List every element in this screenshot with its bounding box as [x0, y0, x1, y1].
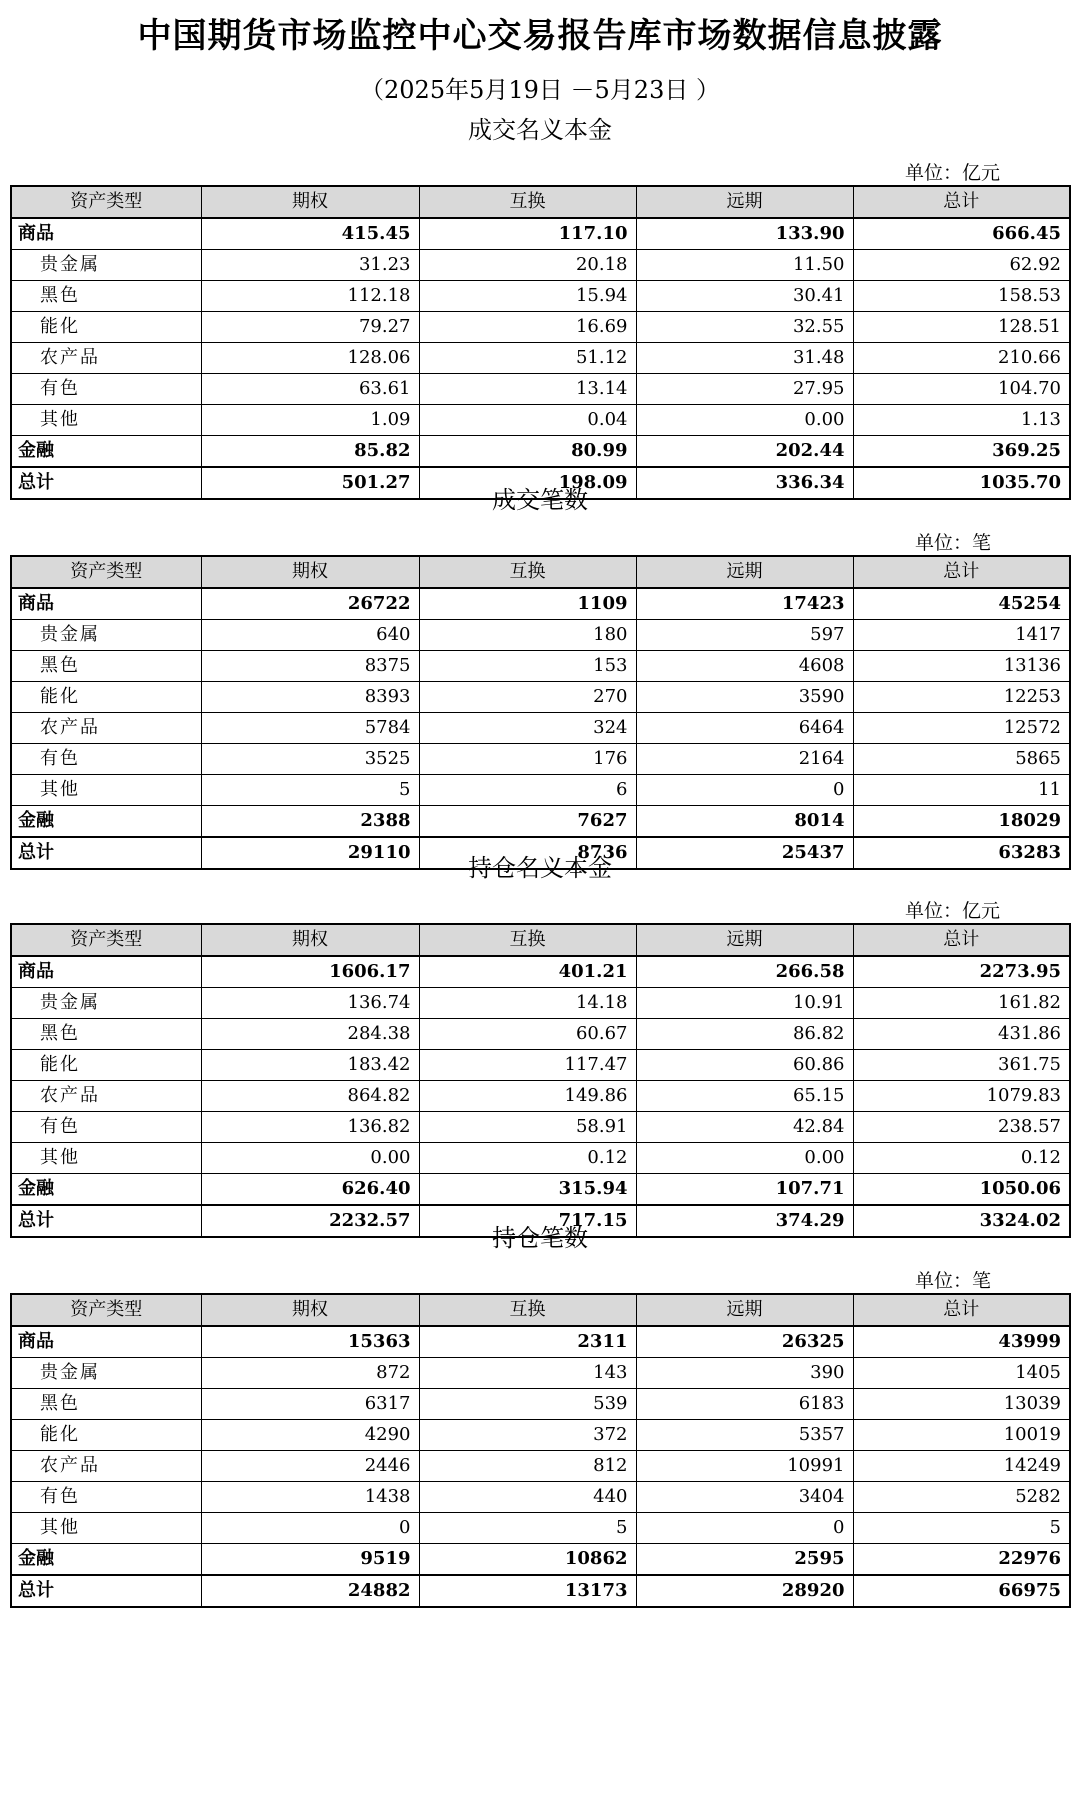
- table-row: [11, 1358, 1070, 1389]
- row-label: 农产品: [11, 343, 201, 374]
- row-label: 黑色: [11, 1019, 201, 1050]
- cell-value: 401.21: [419, 956, 636, 988]
- cell-value: 136.74: [201, 988, 419, 1019]
- cell-value: 238.57: [853, 1112, 1070, 1143]
- table-row: [11, 620, 1070, 651]
- row-label: 黑色: [11, 281, 201, 312]
- cell-value: 597: [636, 620, 853, 651]
- cell-value: 1.09: [201, 405, 419, 436]
- cell-value: 1050.06: [853, 1174, 1070, 1206]
- cell-value: 5: [201, 775, 419, 806]
- column-header: 资产类型: [11, 1294, 201, 1326]
- table-row: [11, 1389, 1070, 1420]
- cell-value: 6464: [636, 713, 853, 744]
- cell-value: 153: [419, 651, 636, 682]
- cell-value: 6317: [201, 1389, 419, 1420]
- cell-value: 8014: [636, 806, 853, 838]
- row-label: 金融: [11, 1174, 201, 1206]
- cell-value: 12572: [853, 713, 1070, 744]
- cell-value: 415.45: [201, 218, 419, 250]
- cell-value: 1438: [201, 1482, 419, 1513]
- column-header: 互换: [419, 1294, 636, 1326]
- cell-value: 149.86: [419, 1081, 636, 1112]
- table-row: [11, 1513, 1070, 1544]
- cell-value: 198.09: [419, 467, 636, 499]
- row-label: 农产品: [11, 1451, 201, 1482]
- section-title: 持仓名义本金: [468, 854, 612, 882]
- cell-value: 133.90: [636, 218, 853, 250]
- table-row: [11, 1174, 1070, 1206]
- header-row: [11, 186, 1070, 218]
- cell-value: 3324.02: [853, 1205, 1070, 1237]
- cell-value: 6183: [636, 1389, 853, 1420]
- cell-value: 143: [419, 1358, 636, 1389]
- cell-value: 128.51: [853, 312, 1070, 343]
- row-label: 其他: [11, 775, 201, 806]
- column-header: 远期: [636, 1294, 853, 1326]
- cell-value: 7627: [419, 806, 636, 838]
- cell-value: 17423: [636, 588, 853, 620]
- cell-value: 266.58: [636, 956, 853, 988]
- cell-value: 13173: [419, 1575, 636, 1607]
- unit-label: 单位：笔: [915, 532, 992, 554]
- cell-value: 10991: [636, 1451, 853, 1482]
- cell-value: 20.18: [419, 250, 636, 281]
- table-row: [11, 1544, 1070, 1576]
- cell-value: 14249: [853, 1451, 1070, 1482]
- row-label: 其他: [11, 405, 201, 436]
- cell-value: 10.91: [636, 988, 853, 1019]
- date-range: （2025年5月19日 －5月23日 ）: [360, 76, 720, 104]
- cell-value: 16.69: [419, 312, 636, 343]
- cell-value: 5: [419, 1513, 636, 1544]
- data-table: [10, 1293, 1071, 1608]
- row-label: 贵金属: [11, 250, 201, 281]
- cell-value: 717.15: [419, 1205, 636, 1237]
- cell-value: 9519: [201, 1544, 419, 1576]
- column-header: 远期: [636, 556, 853, 588]
- cell-value: 28920: [636, 1575, 853, 1607]
- cell-value: 86.82: [636, 1019, 853, 1050]
- column-header: 资产类型: [11, 186, 201, 218]
- cell-value: 43999: [853, 1326, 1070, 1358]
- cell-value: 1035.70: [853, 467, 1070, 499]
- cell-value: 30.41: [636, 281, 853, 312]
- cell-value: 6: [419, 775, 636, 806]
- cell-value: 117.47: [419, 1050, 636, 1081]
- cell-value: 60.67: [419, 1019, 636, 1050]
- column-header: 期权: [201, 924, 419, 956]
- table-row: [11, 1326, 1070, 1358]
- row-label: 贵金属: [11, 620, 201, 651]
- cell-value: 0.12: [853, 1143, 1070, 1174]
- row-label: 能化: [11, 312, 201, 343]
- row-label: 总计: [11, 1205, 201, 1237]
- column-header: 互换: [419, 186, 636, 218]
- cell-value: 14.18: [419, 988, 636, 1019]
- table-row: [11, 806, 1070, 838]
- cell-value: 63283: [853, 837, 1070, 869]
- cell-value: 390: [636, 1358, 853, 1389]
- cell-value: 10862: [419, 1544, 636, 1576]
- row-label: 能化: [11, 682, 201, 713]
- table-row: [11, 436, 1070, 468]
- cell-value: 812: [419, 1451, 636, 1482]
- cell-value: 0.00: [636, 405, 853, 436]
- cell-value: 324: [419, 713, 636, 744]
- row-label: 农产品: [11, 713, 201, 744]
- table-row: [11, 1575, 1070, 1607]
- cell-value: 85.82: [201, 436, 419, 468]
- cell-value: 431.86: [853, 1019, 1070, 1050]
- row-label: 商品: [11, 1326, 201, 1358]
- header-row: [11, 1294, 1070, 1326]
- cell-value: 1109: [419, 588, 636, 620]
- cell-value: 63.61: [201, 374, 419, 405]
- table-row: [11, 1081, 1070, 1112]
- cell-value: 2388: [201, 806, 419, 838]
- cell-value: 361.75: [853, 1050, 1070, 1081]
- section-title: 持仓笔数: [492, 1224, 588, 1252]
- cell-value: 45254: [853, 588, 1070, 620]
- cell-value: 2595: [636, 1544, 853, 1576]
- cell-value: 372: [419, 1420, 636, 1451]
- section-title: 成交笔数: [492, 486, 588, 514]
- cell-value: 32.55: [636, 312, 853, 343]
- cell-value: 5784: [201, 713, 419, 744]
- cell-value: 60.86: [636, 1050, 853, 1081]
- cell-value: 107.71: [636, 1174, 853, 1206]
- table-row: [11, 682, 1070, 713]
- row-label: 贵金属: [11, 1358, 201, 1389]
- cell-value: 1606.17: [201, 956, 419, 988]
- cell-value: 640: [201, 620, 419, 651]
- cell-value: 374.29: [636, 1205, 853, 1237]
- cell-value: 11.50: [636, 250, 853, 281]
- column-header: 总计: [853, 556, 1070, 588]
- table-row: [11, 218, 1070, 250]
- table-row: [11, 1482, 1070, 1513]
- table-row: [11, 374, 1070, 405]
- row-label: 能化: [11, 1420, 201, 1451]
- table-row: [11, 1451, 1070, 1482]
- cell-value: 62.92: [853, 250, 1070, 281]
- row-label: 黑色: [11, 1389, 201, 1420]
- section-title: 成交名义本金: [468, 116, 612, 144]
- table-row: [11, 588, 1070, 620]
- data-table: [10, 555, 1071, 870]
- column-header: 远期: [636, 186, 853, 218]
- row-label: 能化: [11, 1050, 201, 1081]
- row-label: 有色: [11, 744, 201, 775]
- cell-value: 440: [419, 1482, 636, 1513]
- cell-value: 0: [201, 1513, 419, 1544]
- cell-value: 13136: [853, 651, 1070, 682]
- row-label: 商品: [11, 588, 201, 620]
- cell-value: 79.27: [201, 312, 419, 343]
- cell-value: 666.45: [853, 218, 1070, 250]
- cell-value: 10019: [853, 1420, 1070, 1451]
- cell-value: 270: [419, 682, 636, 713]
- row-label: 黑色: [11, 651, 201, 682]
- cell-value: 210.66: [853, 343, 1070, 374]
- cell-value: 27.95: [636, 374, 853, 405]
- row-label: 其他: [11, 1143, 201, 1174]
- cell-value: 15363: [201, 1326, 419, 1358]
- table-row: [11, 956, 1070, 988]
- page-title: 中国期货市场监控中心交易报告库市场数据信息披露: [137, 16, 943, 56]
- cell-value: 872: [201, 1358, 419, 1389]
- cell-value: 5: [853, 1513, 1070, 1544]
- cell-value: 626.40: [201, 1174, 419, 1206]
- cell-value: 1417: [853, 620, 1070, 651]
- cell-value: 2311: [419, 1326, 636, 1358]
- cell-value: 26722: [201, 588, 419, 620]
- cell-value: 336.34: [636, 467, 853, 499]
- cell-value: 0.00: [201, 1143, 419, 1174]
- cell-value: 15.94: [419, 281, 636, 312]
- cell-value: 24882: [201, 1575, 419, 1607]
- cell-value: 117.10: [419, 218, 636, 250]
- row-label: 总计: [11, 837, 201, 869]
- table-row: [11, 988, 1070, 1019]
- cell-value: 104.70: [853, 374, 1070, 405]
- cell-value: 315.94: [419, 1174, 636, 1206]
- cell-value: 864.82: [201, 1081, 419, 1112]
- cell-value: 3525: [201, 744, 419, 775]
- cell-value: 180: [419, 620, 636, 651]
- cell-value: 0: [636, 775, 853, 806]
- row-label: 金融: [11, 436, 201, 468]
- cell-value: 12253: [853, 682, 1070, 713]
- cell-value: 31.48: [636, 343, 853, 374]
- cell-value: 11: [853, 775, 1070, 806]
- column-header: 远期: [636, 924, 853, 956]
- cell-value: 158.53: [853, 281, 1070, 312]
- cell-value: 1.13: [853, 405, 1070, 436]
- column-header: 资产类型: [11, 556, 201, 588]
- cell-value: 128.06: [201, 343, 419, 374]
- column-header: 总计: [853, 924, 1070, 956]
- header-row: [11, 556, 1070, 588]
- cell-value: 26325: [636, 1326, 853, 1358]
- cell-value: 5282: [853, 1482, 1070, 1513]
- cell-value: 22976: [853, 1544, 1070, 1576]
- cell-value: 0.12: [419, 1143, 636, 1174]
- cell-value: 13039: [853, 1389, 1070, 1420]
- table-row: [11, 405, 1070, 436]
- cell-value: 183.42: [201, 1050, 419, 1081]
- table-row: [11, 250, 1070, 281]
- cell-value: 13.14: [419, 374, 636, 405]
- row-label: 总计: [11, 467, 201, 499]
- table-row: [11, 651, 1070, 682]
- cell-value: 0.00: [636, 1143, 853, 1174]
- data-table: [10, 923, 1071, 1238]
- cell-value: 2232.57: [201, 1205, 419, 1237]
- cell-value: 58.91: [419, 1112, 636, 1143]
- cell-value: 31.23: [201, 250, 419, 281]
- cell-value: 369.25: [853, 436, 1070, 468]
- cell-value: 29110: [201, 837, 419, 869]
- cell-value: 8375: [201, 651, 419, 682]
- column-header: 期权: [201, 1294, 419, 1326]
- table-row: [11, 775, 1070, 806]
- column-header: 资产类型: [11, 924, 201, 956]
- cell-value: 2446: [201, 1451, 419, 1482]
- row-label: 有色: [11, 374, 201, 405]
- column-header: 总计: [853, 186, 1070, 218]
- cell-value: 161.82: [853, 988, 1070, 1019]
- cell-value: 18029: [853, 806, 1070, 838]
- table-row: [11, 713, 1070, 744]
- cell-value: 0.04: [419, 405, 636, 436]
- row-label: 金融: [11, 1544, 201, 1576]
- cell-value: 51.12: [419, 343, 636, 374]
- row-label: 金融: [11, 806, 201, 838]
- column-header: 总计: [853, 1294, 1070, 1326]
- table-row: [11, 281, 1070, 312]
- cell-value: 4608: [636, 651, 853, 682]
- cell-value: 2164: [636, 744, 853, 775]
- table-row: [11, 1143, 1070, 1174]
- unit-label: 单位：亿元: [905, 900, 1001, 922]
- column-header: 期权: [201, 556, 419, 588]
- row-label: 商品: [11, 956, 201, 988]
- cell-value: 25437: [636, 837, 853, 869]
- table-row: [11, 312, 1070, 343]
- cell-value: 8393: [201, 682, 419, 713]
- cell-value: 65.15: [636, 1081, 853, 1112]
- table-row: [11, 1019, 1070, 1050]
- cell-value: 2273.95: [853, 956, 1070, 988]
- table-row: [11, 1420, 1070, 1451]
- cell-value: 5357: [636, 1420, 853, 1451]
- column-header: 互换: [419, 556, 636, 588]
- cell-value: 136.82: [201, 1112, 419, 1143]
- table-row: [11, 1050, 1070, 1081]
- cell-value: 202.44: [636, 436, 853, 468]
- table-row: [11, 343, 1070, 374]
- cell-value: 42.84: [636, 1112, 853, 1143]
- cell-value: 5865: [853, 744, 1070, 775]
- cell-value: 284.38: [201, 1019, 419, 1050]
- cell-value: 3590: [636, 682, 853, 713]
- table-row: [11, 744, 1070, 775]
- cell-value: 501.27: [201, 467, 419, 499]
- row-label: 贵金属: [11, 988, 201, 1019]
- cell-value: 539: [419, 1389, 636, 1420]
- cell-value: 1079.83: [853, 1081, 1070, 1112]
- cell-value: 4290: [201, 1420, 419, 1451]
- cell-value: 8736: [419, 837, 636, 869]
- cell-value: 112.18: [201, 281, 419, 312]
- unit-label: 单位：亿元: [905, 162, 1001, 184]
- table-row: [11, 1112, 1070, 1143]
- header-row: [11, 924, 1070, 956]
- row-label: 商品: [11, 218, 201, 250]
- cell-value: 1405: [853, 1358, 1070, 1389]
- row-label: 总计: [11, 1575, 201, 1607]
- cell-value: 176: [419, 744, 636, 775]
- row-label: 其他: [11, 1513, 201, 1544]
- cell-value: 0: [636, 1513, 853, 1544]
- cell-value: 80.99: [419, 436, 636, 468]
- column-header: 期权: [201, 186, 419, 218]
- unit-label: 单位：笔: [915, 1270, 992, 1292]
- data-table: [10, 185, 1071, 500]
- row-label: 农产品: [11, 1081, 201, 1112]
- cell-value: 66975: [853, 1575, 1070, 1607]
- cell-value: 3404: [636, 1482, 853, 1513]
- row-label: 有色: [11, 1112, 201, 1143]
- row-label: 有色: [11, 1482, 201, 1513]
- column-header: 互换: [419, 924, 636, 956]
